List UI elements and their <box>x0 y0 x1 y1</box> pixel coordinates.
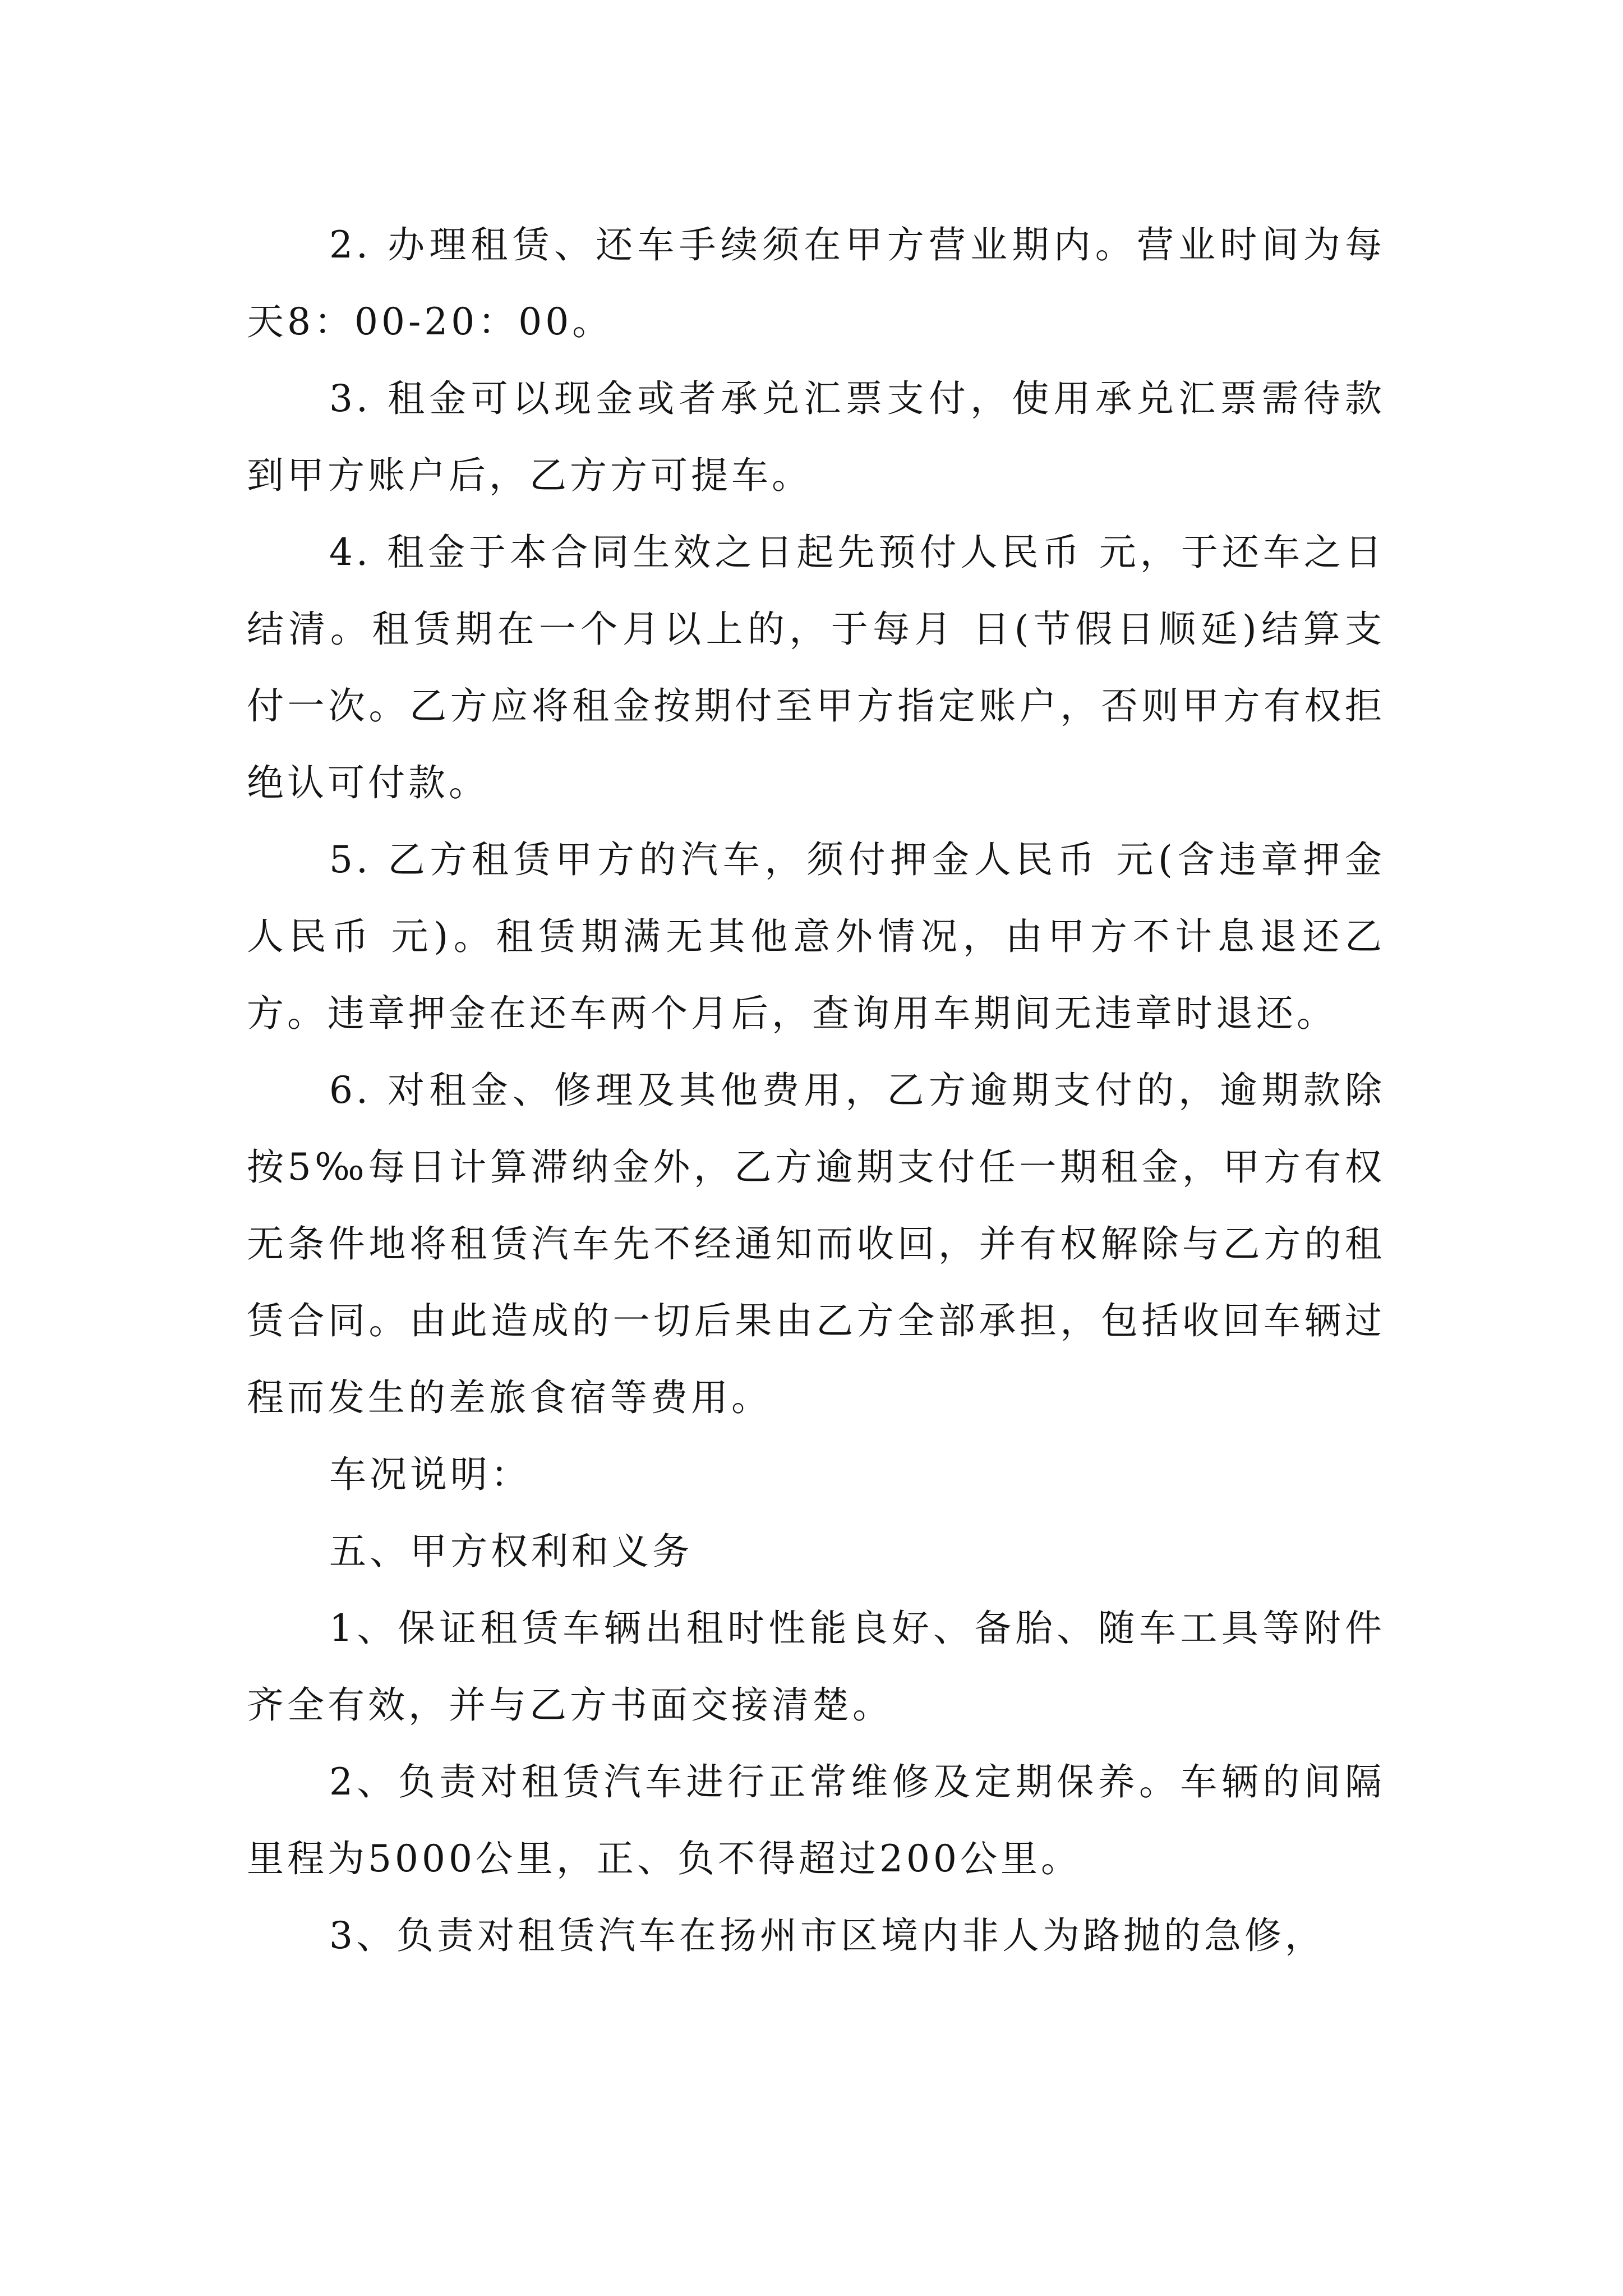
paragraph-party-a-duty-1: 1、保证租赁车辆出租时性能良好、备胎、随车工具等附件齐全有效，并与乙方书面交接清楚。 <box>247 1607 1385 1727</box>
document-body <box>247 206 1385 1974</box>
paragraph-party-a-duty-3: 3、负责对租赁汽车在扬州市区境内非人为路抛的急修， <box>329 1914 1325 1957</box>
section-heading-party-a: 五、甲方权利和义务 <box>329 1530 693 1573</box>
paragraph-clause-4: 4. 租金于本合同生效之日起先预付人民币 元，于还车之日结清。租赁期在一个月以上的，于每月 日(节假日顺延)结算支付一次。乙方应将租金按期付至甲方指定账户，否则甲方有权拒绝认可付款。 <box>247 531 1385 804</box>
vehicle-condition-label: 车况说明： <box>329 1453 531 1496</box>
paragraph-clause-6: 6. 对租金、修理及其他费用，乙方逾期支付的，逾期款除按5‰每日计算滞纳金外，乙方逾期支付任一期租金，甲方有权无条件地将租赁汽车先不经通知而收回，并有权解除与乙方的租赁合同。由此造成的一切后果由乙方全部承担，包括收回车辆过程而发生的差旅食宿等费用。 <box>247 1069 1385 1419</box>
paragraph-clause-3: 3. 租金可以现金或者承兑汇票支付，使用承兑汇票需待款到甲方账户后，乙方方可提车。 <box>247 377 1385 497</box>
paragraph-clause-5: 5. 乙方租赁甲方的汽车，须付押金人民币 元(含违章押金人民币 元)。租赁期满无其他意外情况，由甲方不计息退还乙方。违章押金在还车两个月后，查询用车期间无违章时退还。 <box>247 838 1385 1035</box>
paragraph-party-a-duty-2: 2、负责对租赁汽车进行正常维修及定期保养。车辆的间隔里程为5000公里，正、负不得超过200公里。 <box>247 1760 1385 1880</box>
paragraph-clause-2: 2. 办理租赁、还车手续须在甲方营业期内。营业时间为每天8：00-20：00。 <box>247 223 1385 343</box>
